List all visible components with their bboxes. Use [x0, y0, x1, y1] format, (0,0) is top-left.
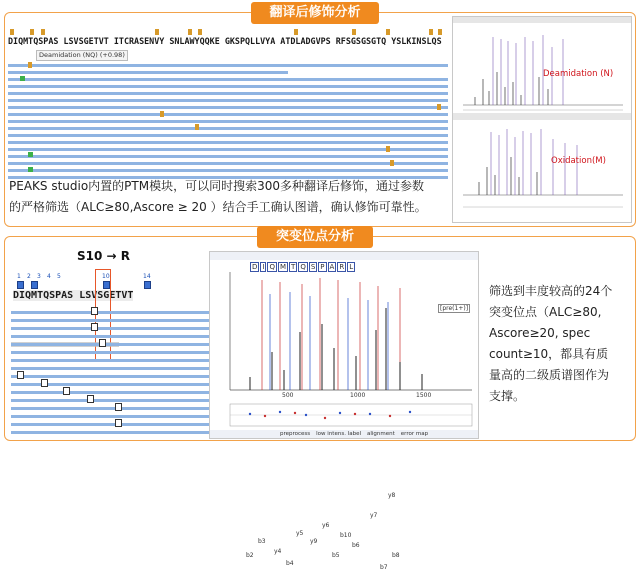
protein-sequence: DIQMTQSPAS LSVSGETVT ITCRASENVY SNLAWYQQKE GKSPQLLVYA ATDLADGVPS RFSGSGSGTQ YSLKINSLQS — [8, 36, 442, 46]
mutation-caption-line: 量高的二级质谱图作为 — [489, 368, 610, 382]
ptm-marker[interactable] — [155, 29, 159, 35]
residue-number: 4 — [47, 273, 51, 280]
ptm-panel-title: 翻译后修饰分析 — [251, 2, 379, 24]
ptm-analysis-panel — [4, 5, 636, 227]
ion-label: y9 — [310, 538, 318, 545]
deamidation-label: Deamidation (N) — [543, 69, 614, 79]
residue-letter: R — [339, 263, 345, 271]
ptm-marker[interactable] — [294, 29, 298, 35]
x-tick-label: 1500 — [416, 392, 432, 399]
residue-letter: Q — [269, 263, 275, 271]
mutation-caption — [489, 281, 629, 407]
mutation-spectrum-window — [209, 251, 479, 571]
ptm-marker[interactable] — [386, 29, 390, 35]
ptm-marker[interactable] — [198, 29, 202, 35]
ion-label: y8 — [388, 492, 396, 499]
residue-letter: M — [279, 263, 287, 271]
x-tick-label: 500 — [282, 392, 294, 399]
mutation-caption-line: Ascore≥20, spec — [489, 326, 591, 340]
ion-label: b3 — [258, 538, 266, 545]
toolbar-checkbox-error-map[interactable]: error map — [400, 431, 429, 437]
ptm-marker[interactable] — [188, 29, 192, 35]
mutation-caption-line: 筛选到丰度较高的24个 — [489, 284, 613, 298]
residue-letter: D — [252, 263, 258, 271]
ptm-marker[interactable] — [352, 29, 356, 35]
residue-number: 10 — [102, 273, 110, 280]
mutation-caption-line: 支撑。 — [489, 389, 526, 403]
ptm-coverage-view — [8, 27, 448, 177]
precursor-label: [pre(1+)] — [440, 305, 469, 312]
residue-letter: L — [349, 263, 354, 271]
mutation-coverage-view — [11, 247, 211, 437]
ion-label: b2 — [246, 552, 254, 559]
residue-number: 5 — [57, 273, 61, 280]
ion-label: b8 — [392, 552, 400, 559]
mutation-label: S10 → R — [77, 249, 130, 263]
toolbar-checkbox-low-intensity-label[interactable]: low intens. label — [316, 431, 361, 437]
ptm-caption-line-2: 的严格筛选（ALC≥80,Ascore ≥ 20 ）结合手工确认图谱，确认修饰可靠性。 — [9, 200, 427, 214]
ptm-marker[interactable] — [429, 29, 433, 35]
ptm-spectrum-chart — [453, 17, 631, 222]
mutation-panel-title: 突变位点分析 — [257, 226, 373, 248]
ion-label: y6 — [322, 522, 330, 529]
ion-label: b4 — [286, 560, 294, 567]
ptm-marker[interactable] — [10, 29, 14, 35]
toolbar-checkbox-preprocess[interactable]: preprocess — [280, 431, 311, 437]
spectrum-toolbar — [280, 430, 428, 438]
residue-letter: T — [291, 263, 296, 271]
mutation-sequence: DIQMTQSPAS LSVSGETVT — [13, 290, 134, 301]
ion-label: y5 — [296, 530, 304, 537]
residue-letter: Q — [300, 263, 306, 271]
oxidation-label: Oxidation(M) — [551, 156, 606, 166]
residue-number: 14 — [143, 273, 151, 280]
ion-label: y7 — [370, 512, 378, 519]
ion-label: b10 — [340, 532, 352, 539]
ptm-marker[interactable] — [438, 29, 442, 35]
residue-letter: A — [329, 263, 335, 271]
mutation-caption-line: 突变位点（ALC≥80, — [489, 305, 602, 319]
toolbar-checkbox-alignment[interactable]: alignment — [367, 431, 395, 437]
ptm-label: Deamidation (NQ) (+0.98) — [36, 50, 128, 61]
ion-label: b5 — [332, 552, 340, 559]
residue-letter: I — [262, 263, 265, 271]
mutation-caption-line: count≥10，都具有质 — [489, 347, 609, 361]
spectrum-peptide-letters — [250, 262, 355, 272]
mutation-analysis-panel — [4, 229, 636, 571]
residue-number: 3 — [37, 273, 41, 280]
mutation-spectrum-chart — [210, 252, 478, 438]
ion-label: y4 — [274, 548, 282, 555]
residue-letter: S — [310, 263, 316, 271]
x-tick-label: 1000 — [350, 392, 366, 399]
residue-number: 2 — [27, 273, 31, 280]
residue-number: 1 — [17, 273, 21, 280]
ptm-spectrum-window — [452, 16, 632, 223]
ion-label: b7 — [380, 564, 388, 571]
ptm-marker[interactable] — [30, 29, 34, 35]
ptm-caption-line-1: PEAKS studio内置的PTM模块，可以同时搜索300多种翻译后修饰，通过参数 — [9, 179, 425, 193]
ptm-marker[interactable] — [41, 29, 45, 35]
residue-letter: P — [320, 263, 325, 271]
ion-label: b6 — [352, 542, 360, 549]
